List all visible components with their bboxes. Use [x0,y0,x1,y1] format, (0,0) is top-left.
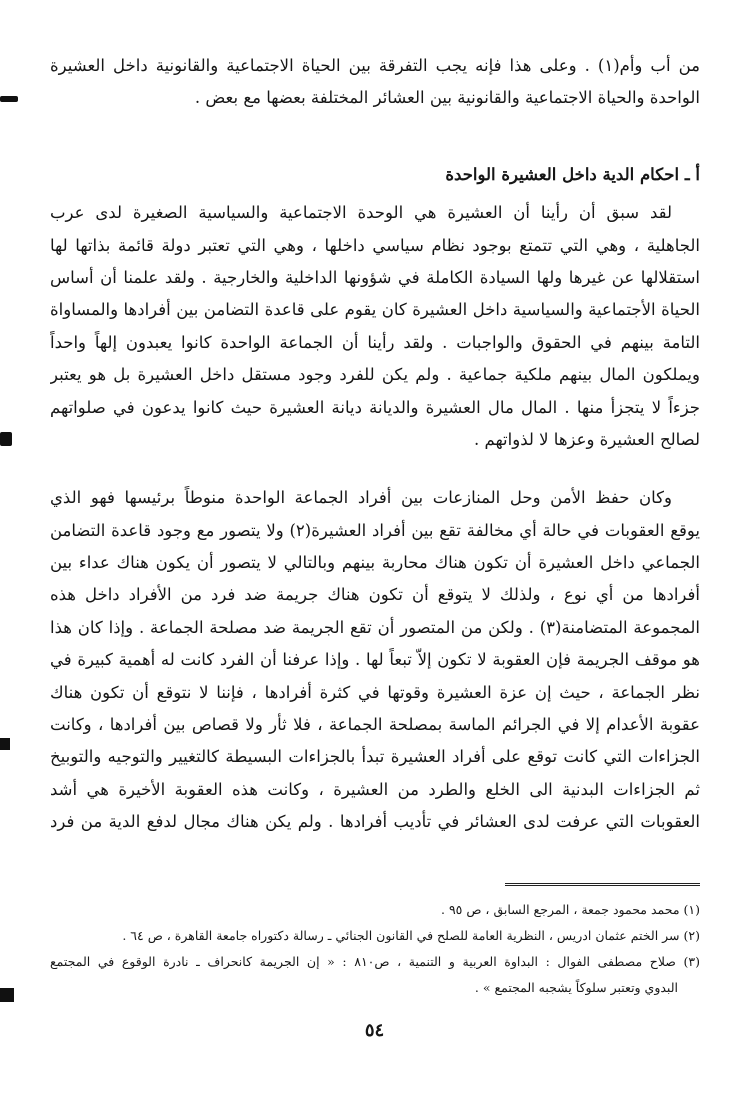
text-line: استقلالها عن غيرها ولها السيادة الكاملة في شؤونها الداخلية والخارجية . ولقد علمنا أن أساس [50,267,700,287]
text-line: الجماعي داخل العشيرة أن تكون هناك محاربة بينهم وبالتالي لا يتصور أن يكون هناك عداء بين [50,553,700,573]
intro-paragraph [50,50,700,115]
paragraph-2 [50,482,700,838]
page-number: ٥٤ [364,1020,385,1041]
text-line: العقوبات التي عرفت لدى العشائر في تأديب أفرادها . ولم يكن هناك مجال لدفع الدية من فرد [50,812,700,832]
text-line: لقد سبق أن رأينا أن العشيرة هي الوحدة الاجتماعية والسياسية الصغيرة لدى عرب [50,203,672,223]
scan-mark [0,432,12,446]
text-line: وكان حفظ الأمن وحل المنازعات بين أفراد الجماعة الواحدة منوطاً برئيسها فهو الذي [50,488,672,508]
text-line: هو موقف الجريمة فإن العقوبة لا تكون إلاّ تبعاً لها . وإذا عرفنا أن الفرد كانت له أهمية كبيرة في [50,650,700,670]
footnote-2: (٢) سر الختم عثمان ادريس ، النظرية العامة للصلح في القانون الجنائي ـ رسالة دكتوراه جامعة القاهرة ، ص ٦٤ . [122,928,700,943]
text-line: عقوبة الأعدام إلا في الجرائم الماسة بمصلحة الجماعة ، فلا ثأر ولا قصاص بين أفرادها ، وكانت [50,715,700,735]
text-line: من أب وأم(١) . وعلى هذا فإنه يجب التفرقة بين الحياة الاجتماعية والقانونية داخل العشيرة [50,56,700,75]
scan-mark [0,96,18,102]
scan-mark [0,988,14,1002]
text-line: ويملكون المال بينهم ملكية جماعية . ولم يكن للفرد وجود مستقل داخل العشيرة بل هو يعتبر [50,365,700,385]
text-line: المجموعة المتضامنة(٣) . ولكن من المتصور أن تقع الجريمة ضد مصلحة الجماعة . وإذا كان هذا [50,617,700,637]
text-line: أفرادها من أي نوع ، ولذلك لا يتوقع أن تكون هناك جريمة ضد فرد من الأفراد داخل هذه [50,585,700,605]
text-line: ثم الجزاءات البدنية الى الخلع والطرد من العشيرة ، وكانت هذه العقوبة الأخيرة هي أشد [50,779,700,799]
footnote-3: (٣) صلاح مصطفى الفوال : البداوة العربية و التنمية ، ص٨١٠ : « إن الجريمة كانحراف ـ نادرة الوقوع في المجتمع [50,954,700,969]
scan-mark [0,738,10,750]
footnote-divider [505,883,700,886]
text-line: الواحدة والحياة الاجتماعية والقانونية بين العشائر المختلفة بعضها مع بعض . [194,88,700,108]
footnotes [50,897,700,1001]
spacer [50,456,700,482]
text-line: الجاهلية ، وهي التي تتمتع بوجود نظام سياسي داخلها ، وهي التي تعتبر دولة قائمة بذاتها لها [50,235,700,255]
text-line: الجزاءات التي كانت توقع على أفراد العشيرة تبدأ بالجزاءات البسيطة كالتغيير والتوجيه والتوبيخ [50,747,700,767]
main-text [50,50,700,839]
footnote-3-continuation: البدوي وتعتبر سلوكاً يشجبه المجتمع » . [474,980,678,995]
spacer [50,115,700,159]
text-line: التامة بينهم في الحقوق والواجبات . ولقد رأينا أن الجماعة الواحدة كانوا يعبدون إلهاً واحداً [50,332,700,352]
text-line: لصالح العشيرة وعزها لا لذواتهم . [473,429,700,449]
paragraph-1 [50,197,700,456]
text-line: يوقع العقوبات في حالة أي مخالفة تقع بين أفراد العشيرة(٢) ولا يتصور مع وجود قاعدة التضامن [50,520,700,540]
section-heading: أ ـ احكام الدية داخل العشيرة الواحدة [445,164,700,184]
text-line: الحياة الأجتماعية والسياسية داخل العشيرة كان يقوم على قاعدة التضامن بين أفرادها والمساواة [50,300,700,320]
text-line: جزءاً لا يتجزأ منها . المال مال العشيرة والديانة ديانة العشيرة حيث كانوا يدعون في صلواتهم [50,397,700,417]
footnote-1: (١) محمد محمود جمعة ، المرجع السابق ، ص ٩٥ . [440,902,700,917]
text-line: نظر الجماعة ، حيث إن عزة العشيرة وقوتها في كثرة أفرادها ، فإننا لا نتوقع أن تكون هناك [50,682,700,702]
